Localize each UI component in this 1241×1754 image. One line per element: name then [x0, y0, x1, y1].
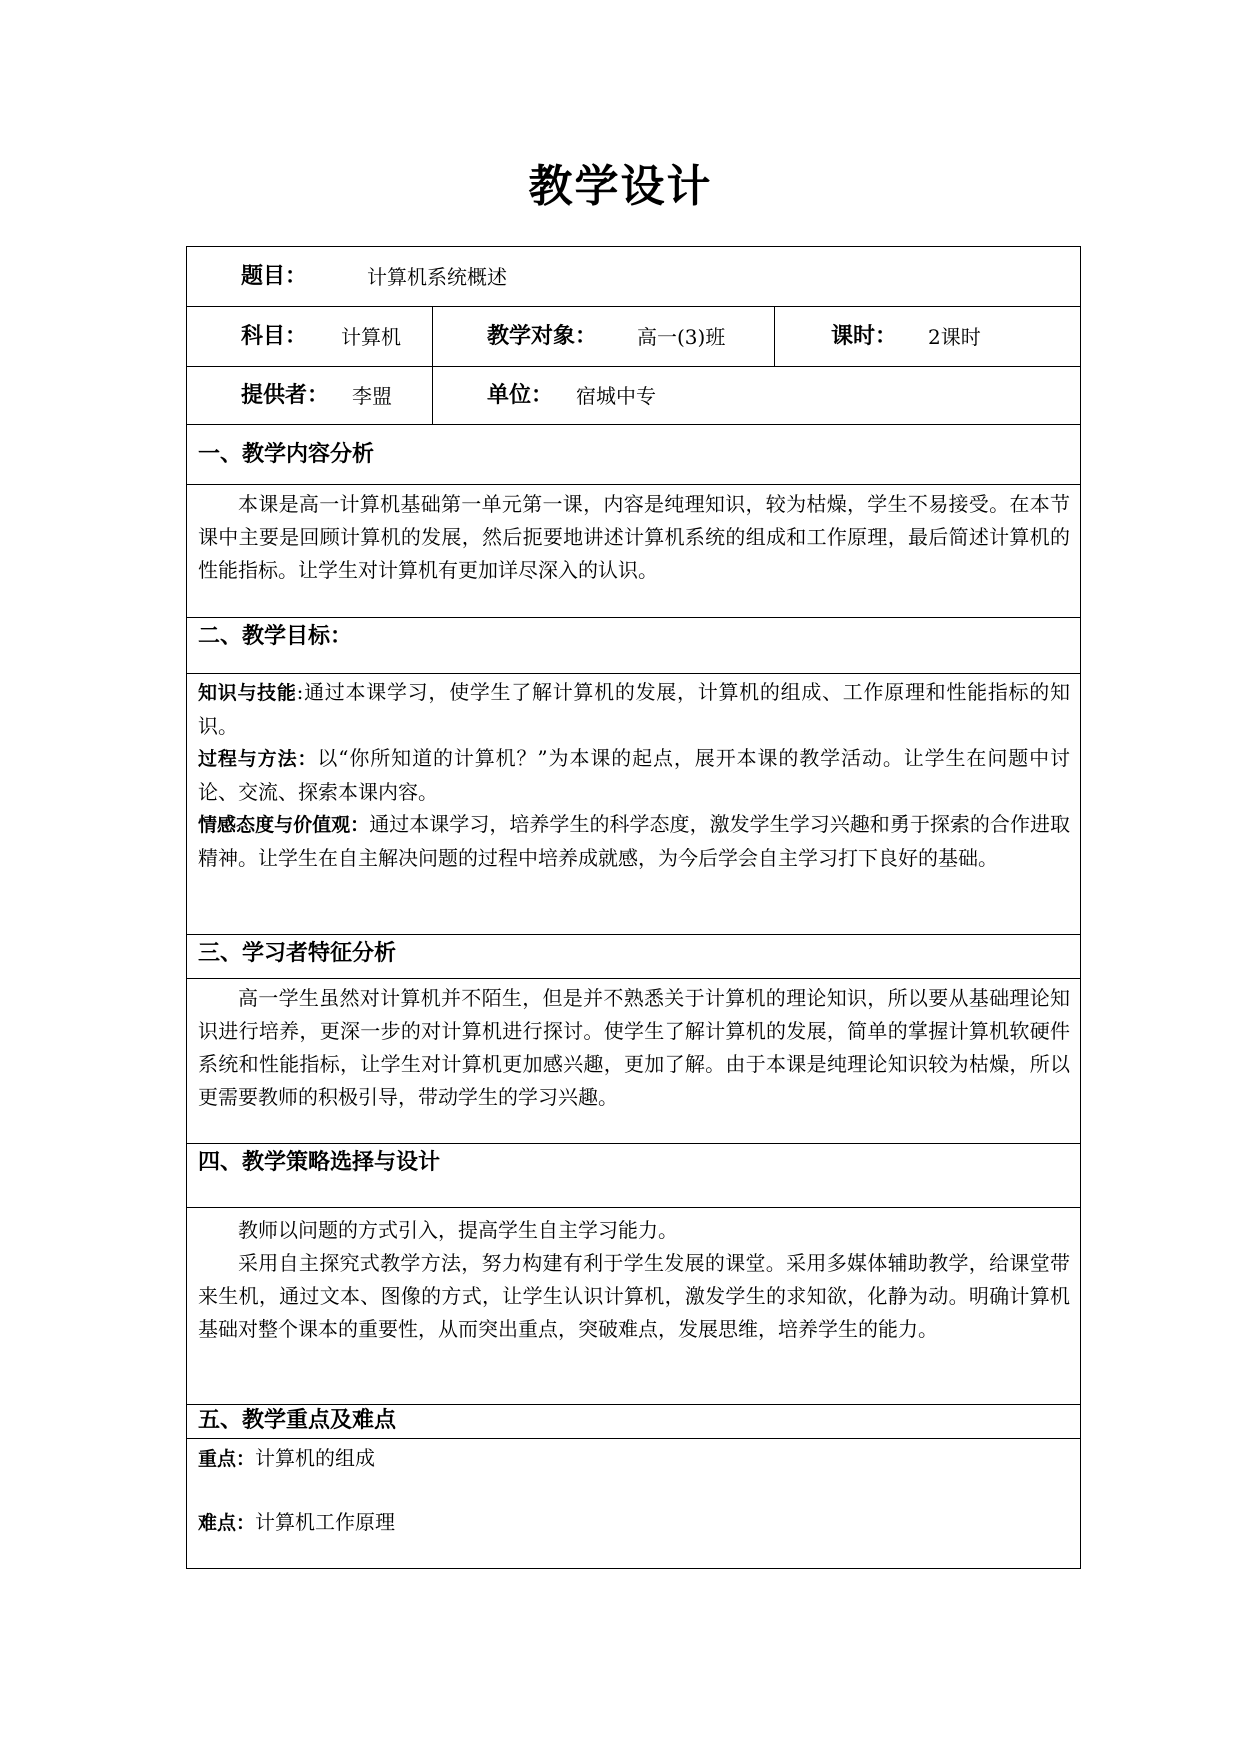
unit-value: 宿城中专: [576, 384, 656, 408]
provider-value: 李盟: [352, 384, 392, 408]
objective-emotion-label: 情感态度与价值观：: [198, 814, 370, 836]
objective-emotion-text: 通过本课学习，培养学生的科学态度，激发学生学习兴趣和勇于探索的合作进取精神。让学生在自主解决问题的过程中培养成就感，为今后学会自主学习打下良好的基础。: [198, 812, 1070, 870]
audience-label: 教学对象：: [487, 324, 598, 349]
objective-knowledge-text: :通过本课学习，使学生了解计算机的发展，计算机的组成、工作原理和性能指标的知识。: [198, 680, 1070, 738]
hours-value: 2课时: [928, 325, 981, 349]
topic-label: 题目：: [241, 264, 308, 289]
section-heading-key-points: 五、教学重点及难点: [198, 1408, 397, 1433]
row-divider: [186, 1143, 1081, 1144]
row-divider: [186, 1207, 1081, 1208]
column-divider: [774, 306, 775, 366]
strategy-text-1: 教师以问题的方式引入，提高学生自主学习能力。: [238, 1218, 678, 1242]
row-divider: [186, 978, 1081, 979]
content-analysis-text: 本课是高一计算机基础第一单元第一课，内容是纯理知识，较为枯燥，学生不易接受。在本节课中主要是回顾计算机的发展，然后扼要地讲述计算机系统的组成和工作原理，最后简述计算机的性能指标。让学生对计算机有更加详尽深入的认识。: [198, 492, 1070, 582]
row-divider: [186, 424, 1081, 425]
section-heading-learner-analysis: 三、学习者特征分析: [198, 941, 397, 966]
objective-process-text: 以“你所知道的计算机？”为本课的起点，展开本课的教学活动。让学生在问题中讨论、交流、探索本课内容。: [198, 746, 1070, 804]
learner-analysis-text: 高一学生虽然对计算机并不陌生，但是并不熟悉关于计算机的理论知识，所以要从基础理论知识进行培养，更深一步的对计算机进行探讨。使学生了解计算机的发展，简单的掌握计算机软硬件系统和性能指标，让学生对计算机更加感兴趣，更加了解。由于本课是纯理论知识较为枯燥，所以更需要教师的积极引导，带动学生的学习兴趣。: [198, 986, 1070, 1109]
objective-knowledge: [198, 676, 1070, 743]
audience-value: 高一(3)班: [637, 325, 726, 349]
section-heading-strategy: 四、教学策略选择与设计: [198, 1150, 441, 1175]
row-divider: [186, 1438, 1081, 1439]
row-divider: [186, 1404, 1081, 1405]
key-point: [198, 1442, 1070, 1476]
row-divider: [186, 484, 1081, 485]
row-divider: [186, 617, 1081, 618]
topic-value: 计算机系统概述: [367, 265, 507, 289]
provider-label: 提供者：: [241, 383, 330, 408]
objective-process-label: 过程与方法：: [198, 748, 318, 770]
difficult-point-label: 难点：: [198, 1512, 256, 1534]
section-heading-content-analysis: 一、教学内容分析: [198, 442, 375, 467]
hours-label: 课时：: [831, 324, 898, 349]
difficult-point-text: 计算机工作原理: [255, 1510, 396, 1534]
subject-value: 计算机: [341, 325, 401, 349]
key-point-label: 重点：: [198, 1448, 256, 1470]
subject-label: 科目：: [241, 324, 308, 349]
column-divider: [432, 306, 433, 424]
objective-process: [198, 742, 1070, 809]
objective-emotion: [198, 808, 1070, 875]
document-title: 教学设计: [528, 161, 713, 212]
row-divider: [186, 673, 1081, 674]
unit-label: 单位：: [487, 383, 554, 408]
difficult-point: [198, 1506, 1070, 1540]
row-divider: [186, 934, 1081, 935]
section-heading-objectives: 二、教学目标：: [198, 624, 353, 649]
strategy-text-2: 采用自主探究式教学方法，努力构建有利于学生发展的课堂。采用多媒体辅助教学，给课堂带来生机，通过文本、图像的方式，让学生认识计算机，激发学生的求知欲，化静为动。明确计算机基础对整个课本的重要性，从而突出重点，突破难点，发展思维，培养学生的能力。: [198, 1251, 1070, 1341]
row-divider: [186, 306, 1081, 307]
objective-knowledge-label: 知识与技能: [198, 682, 297, 704]
row-divider: [186, 366, 1081, 367]
key-point-text: 计算机的组成: [255, 1446, 376, 1470]
